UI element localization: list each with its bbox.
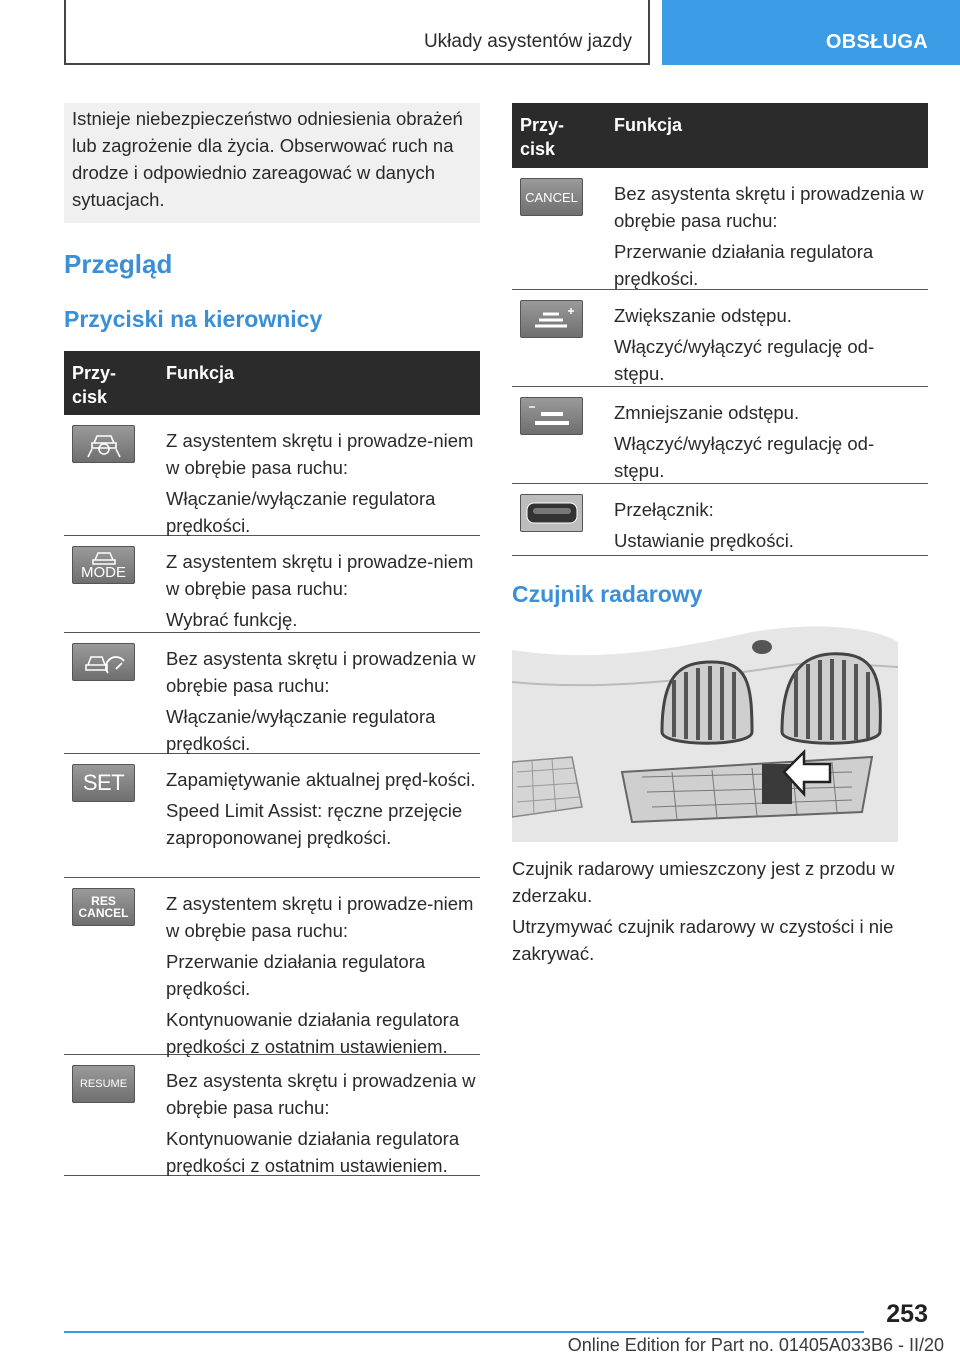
page-number: 253 <box>886 1300 928 1328</box>
steering-buttons-table <box>64 351 480 1176</box>
function-line: Zwiększanie odstępu. <box>614 305 792 326</box>
row-function <box>614 496 924 558</box>
set-label: SET <box>82 770 125 795</box>
header-tab <box>662 0 960 65</box>
table-row <box>64 754 480 878</box>
function-line: Zapamiętywanie aktualnej pręd-kości. <box>166 769 476 790</box>
header-function-col: Funkcja <box>166 363 235 383</box>
radar-paragraph-care: Utrzymywać czujnik radarowy w czystości i nie zakrywać. <box>512 916 894 964</box>
row-function <box>614 180 924 296</box>
table-row <box>512 168 928 290</box>
function-line: Bez asystenta skrętu i prowadzenia w obrębie pasa ruchu: <box>166 1070 476 1118</box>
table-row <box>512 484 928 556</box>
table-row <box>512 387 928 484</box>
cancel-label: CANCEL <box>525 189 578 205</box>
header-section-box <box>64 0 650 65</box>
table-row <box>64 415 480 536</box>
set-icon <box>72 764 135 802</box>
header-function-col: Funkcja <box>614 115 683 135</box>
row-function <box>614 302 924 391</box>
warning-text: Istnieje niebezpieczeństwo odniesienia obrażeń lub zagrożenie dla życia. Obserwować ruch na drodze i odpowiednio zareagować w danych sytuacjach. <box>72 108 463 210</box>
warning-box <box>64 103 480 223</box>
function-line: Włączanie/wyłączanie regulatora prędkości. <box>166 706 436 754</box>
section-title: Układy asystentów jazdy <box>423 31 632 52</box>
mode-label: MODE <box>81 563 126 581</box>
function-line: Z asystentem skrętu i prowadze-niem w obrębie pasa ruchu: <box>166 893 474 941</box>
mode-icon <box>72 546 135 584</box>
header-button-col: Przy- cisk <box>72 363 117 407</box>
function-line: Włączyć/wyłączyć regulację od-stępu. <box>614 336 875 384</box>
function-line: Włączanie/wyłączanie regulatora prędkości. <box>166 488 436 536</box>
row-function <box>166 1067 476 1183</box>
steering-buttons-heading: Przyciski na kierownicy <box>64 306 323 332</box>
edition-note: Online Edition for Part no. 01405A033B6 - II/20 <box>567 1335 944 1355</box>
table-row <box>64 878 480 1055</box>
table-header <box>512 103 928 168</box>
table-row <box>512 290 928 387</box>
function-line: Kontynuowanie działania regulatora prędkości z ostatnim ustawieniem. <box>166 1128 460 1176</box>
function-line: Ustawianie prędkości. <box>614 530 794 551</box>
distance-decrease-icon <box>520 397 583 435</box>
table-row <box>64 536 480 633</box>
function-line: Włączyć/wyłączyć regulację od-stępu. <box>614 433 875 481</box>
row-function <box>166 645 476 761</box>
function-line: Wybrać funkcję. <box>166 609 298 630</box>
table-row <box>64 633 480 754</box>
radar-paragraph-location: Czujnik radarowy umieszczony jest z przodu w zderzaku. <box>512 858 895 906</box>
row-function <box>166 766 476 855</box>
res-cancel-label: RES CANCEL <box>78 894 129 920</box>
function-line: Zmniejszanie odstępu. <box>614 402 800 423</box>
function-line: Przerwanie działania regulatora prędkości. <box>166 951 426 999</box>
row-function <box>614 399 924 488</box>
row-function <box>166 427 476 543</box>
table-header <box>64 351 480 415</box>
cruise-control-icon <box>72 643 135 681</box>
row-function <box>166 890 476 1064</box>
cancel-icon <box>520 178 583 216</box>
additional-buttons-table <box>512 103 928 556</box>
steering-assist-toggle-icon <box>72 425 135 463</box>
header-button-col: Przy- cisk <box>520 115 565 159</box>
radar-sensor-illustration <box>512 622 898 842</box>
table-row <box>64 1055 480 1176</box>
function-line: Przełącznik: <box>614 499 714 520</box>
function-line: Z asystentem skrętu i prowadze-niem w obrębie pasa ruchu: <box>166 551 474 599</box>
radar-sensor-heading: Czujnik radarowy <box>512 581 703 607</box>
function-line: Z asystentem skrętu i prowadze-niem w obrębie pasa ruchu: <box>166 430 474 478</box>
function-line: Kontynuowanie działania regulatora prędkości z ostatnim ustawieniem. <box>166 1009 460 1057</box>
resume-label: RESUME <box>79 1078 128 1090</box>
function-line: Speed Limit Assist: ręczne przejęcie zaproponowanej prędkości. <box>166 800 463 848</box>
res-cancel-icon <box>72 888 135 926</box>
row-function <box>166 548 476 637</box>
distance-increase-icon <box>520 300 583 338</box>
overview-heading: Przegląd <box>64 249 173 279</box>
function-line: Bez asystenta skrętu i prowadzenia w obrębie pasa ruchu: <box>166 648 476 696</box>
footer-rule <box>64 1331 864 1333</box>
rocker-switch-icon <box>520 494 583 532</box>
chapter-tag: OBSŁUGA <box>825 31 928 53</box>
function-line: Przerwanie działania regulatora prędkości. <box>614 241 874 289</box>
function-line: Bez asystenta skrętu i prowadzenia w obrębie pasa ruchu: <box>614 183 924 231</box>
resume-icon <box>72 1065 135 1103</box>
